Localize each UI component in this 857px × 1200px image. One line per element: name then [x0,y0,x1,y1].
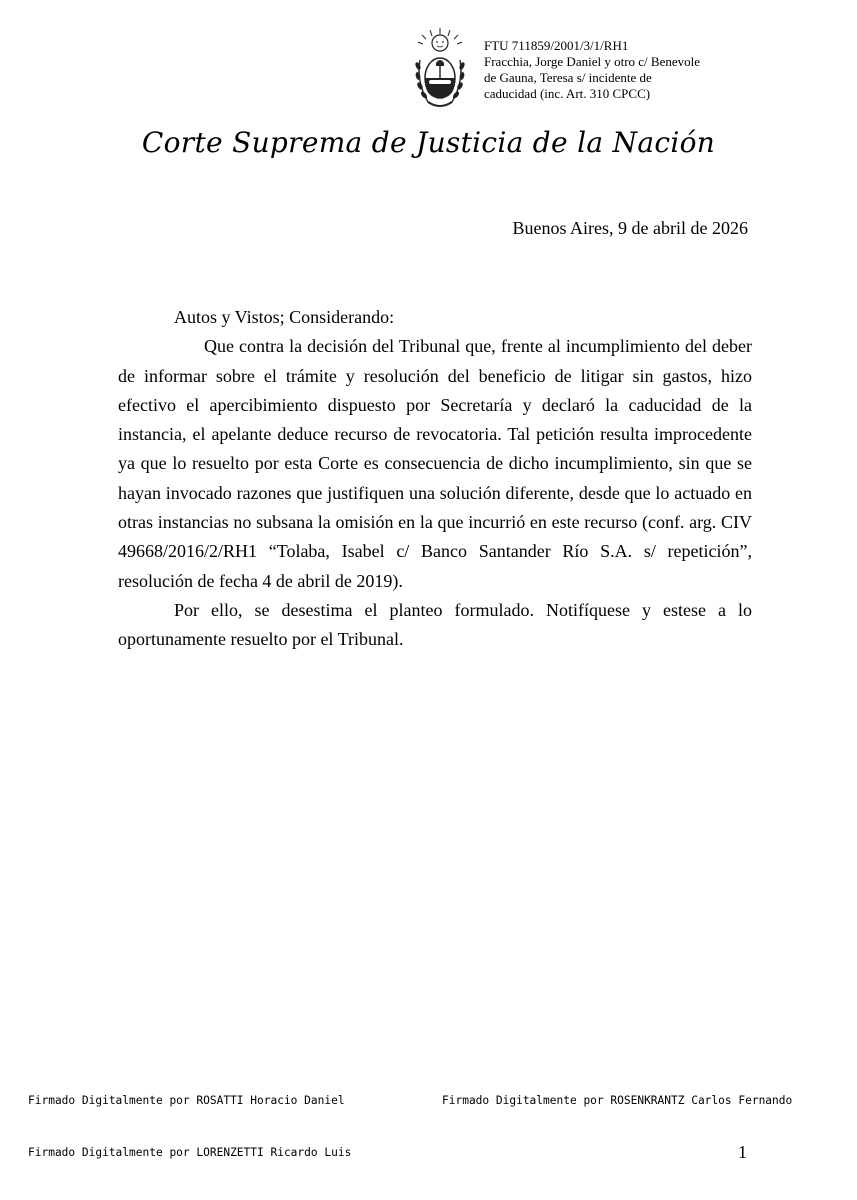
court-name: Corte Suprema de Justicia de la Nación [141,126,716,159]
digital-signature: Firmado Digitalmente por LORENZETTI Ricardo Luis [28,1146,352,1159]
case-title-line-3: caducidad (inc. Art. 310 CPCC) [484,86,651,101]
ruling-paragraph: Por ello, se desestima el planteo formulado. Notifíquese y estese a lo oportunamente resuelto por el Tribunal. [118,599,752,650]
digital-signature: Firmado Digitalmente por ROSENKRANTZ Carlos Fernando [442,1094,793,1107]
considerando-paragraph: Que contra la decisión del Tribunal que, frente al incumplimiento del deber de informar sobre el trámite y resolución del beneficio de litigar sin gastos, hizo efectivo el apercibimiento dispuesto por Secretaría y declaró la caducidad de la instancia, el apelante deduce recurso de revocatoria. Tal petición resulta improcedente ya que lo resuelto por esta Corte es consecuencia de dicho incumplimiento, sin que se hayan invocado razones que justifiquen una solución diferente, desde que lo actuado en otras instancias no subsana la omisión en la que incurrió en este recurso (conf. arg. CIV 49668/2016/2/RH1 “Tolaba, Isabel c/ Banco Santander Río S.A. s/ repetición”, resolución de fecha 4 de abril de 2019). [118,336,752,591]
digital-signature: Firmado Digitalmente por ROSATTI Horacio Daniel [28,1094,345,1107]
opening-line: Autos y Vistos; Considerando: [174,307,395,327]
case-title-line-2: de Gauna, Teresa s/ incidente de [484,70,652,85]
resolution-body [118,303,752,655]
document-date: Buenos Aires, 9 de abril de 2026 [512,218,748,238]
case-header [484,38,738,102]
page-number: 1 [738,1142,747,1162]
coat-of-arms-icon [410,26,470,112]
case-title-line-1: Fracchia, Jorge Daniel y otro c/ Benevole [484,54,700,69]
case-number: FTU 711859/2001/3/1/RH1 [484,38,629,53]
